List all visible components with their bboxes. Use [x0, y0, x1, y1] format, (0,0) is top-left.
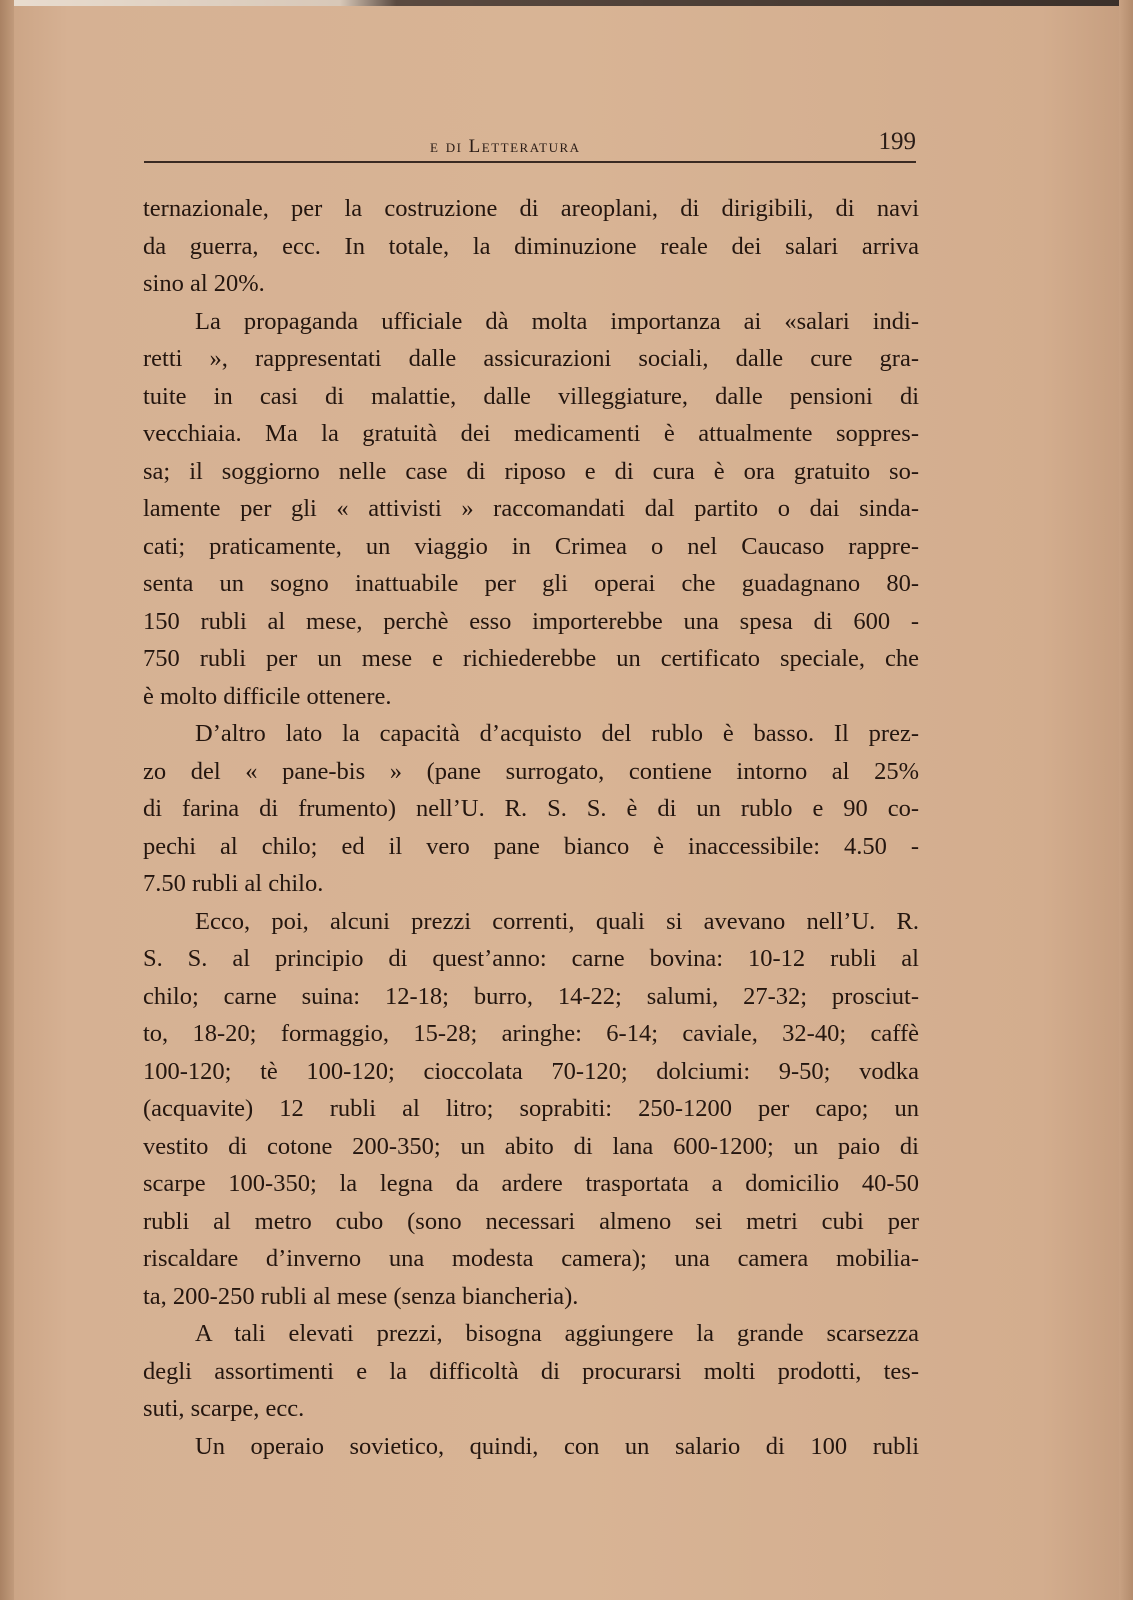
text-line: riscaldare d’inverno una modesta camera); una camera mobilia- — [143, 1245, 919, 1272]
text-line: vecchiaia. Ma la gratuità dei medicamenti è attualmente soppres- — [143, 420, 919, 447]
text-line: vestito di cotone 200-350; un abito di lana 600-1200; un paio di — [143, 1132, 919, 1160]
text-line: retti », rappresentati dalle assicurazioni sociali, dalle cure gra- — [143, 345, 919, 372]
text-line: 150 rubli al mese, perchè esso importerebbe una spesa di 600 - — [143, 607, 919, 635]
running-head — [144, 128, 916, 162]
text-line: chilo; carne suina: 12-18; burro, 14-22; salumi, 27-32; prosciut- — [143, 982, 919, 1010]
text-line: è molto difficile ottenere. — [143, 682, 392, 710]
text-line: pechi al chilo; ed il vero pane bianco è inaccessibile: 4.50 - — [143, 832, 919, 860]
text-line: cati; praticamente, un viaggio in Crimea o nel Caucaso rappre- — [143, 532, 919, 560]
page-number: 199 — [878, 128, 916, 155]
text-line: degli assortimenti e la difficoltà di procurarsi molti prodotti, tes- — [143, 1357, 919, 1385]
text-line: sa; il soggiorno nelle case di riposo e di cura è ora gratuito so- — [143, 457, 919, 485]
text-line: ta, 200-250 rubli al mese (senza biancheria). — [143, 1282, 579, 1310]
text-line: Ecco, poi, alcuni prezzi correnti, quali si avevano nell’U. R. — [195, 907, 919, 935]
text-line: La propaganda ufficiale dà molta importanza ai «salari indi- — [195, 307, 919, 335]
page-right-shadow — [1119, 0, 1133, 1600]
text-line: (acquavite) 12 rubli al litro; soprabiti: 250-1200 per capo; un — [143, 1095, 919, 1122]
body-text — [143, 190, 919, 1465]
text-line: 7.50 rubli al chilo. — [143, 870, 324, 897]
running-head-title: e di Letteratura — [430, 136, 581, 157]
text-line: suti, scarpe, ecc. — [143, 1395, 305, 1422]
text-line: S. S. al principio di quest’anno: carne bovina: 10-12 rubli al — [143, 945, 919, 972]
text-line: zo del « pane-bis » (pane surrogato, contiene intorno al 25% — [143, 757, 919, 785]
scan-top-edge — [0, 0, 1133, 6]
text-line: Un operaio sovietico, quindi, con un salario di 100 rubli — [195, 1432, 919, 1460]
text-line: 750 rubli per un mese e richiederebbe un certificato speciale, che — [143, 645, 919, 672]
text-line: to, 18-20; formaggio, 15-28; aringhe: 6-14; caviale, 32-40; caffè — [143, 1020, 919, 1047]
text-line: ternazionale, per la costruzione di areoplani, di dirigibili, di navi — [143, 195, 919, 222]
text-line: lamente per gli « attivisti » raccomandati dal partito o dai sinda- — [143, 495, 919, 522]
text-line: D’altro lato la capacità d’acquisto del rublo è basso. Il prez- — [195, 720, 919, 747]
text-line: tuite in casi di malattie, dalle villeggiature, dalle pensioni di — [143, 382, 919, 410]
text-line: sino al 20%. — [143, 270, 265, 297]
text-line: 100-120; tè 100-120; cioccolata 70-120; dolciumi: 9-50; vodka — [143, 1057, 919, 1085]
text-line: scarpe 100-350; la legna da ardere trasportata a domicilio 40-50 — [143, 1170, 919, 1197]
text-line: rubli al metro cubo (sono necessari almeno sei metri cubi per — [143, 1207, 919, 1235]
page-left-shadow — [0, 0, 14, 1600]
text-line: di farina di frumento) nell’U. R. S. S. è di un rublo e 90 co- — [143, 795, 919, 822]
header-rule — [144, 161, 916, 163]
text-line: da guerra, ecc. In totale, la diminuzione reale dei salari arriva — [143, 232, 919, 260]
text-line: A tali elevati prezzi, bisogna aggiungere la grande scarsezza — [195, 1320, 919, 1347]
text-line: senta un sogno inattuabile per gli operai che guadagnano 80- — [143, 570, 919, 597]
